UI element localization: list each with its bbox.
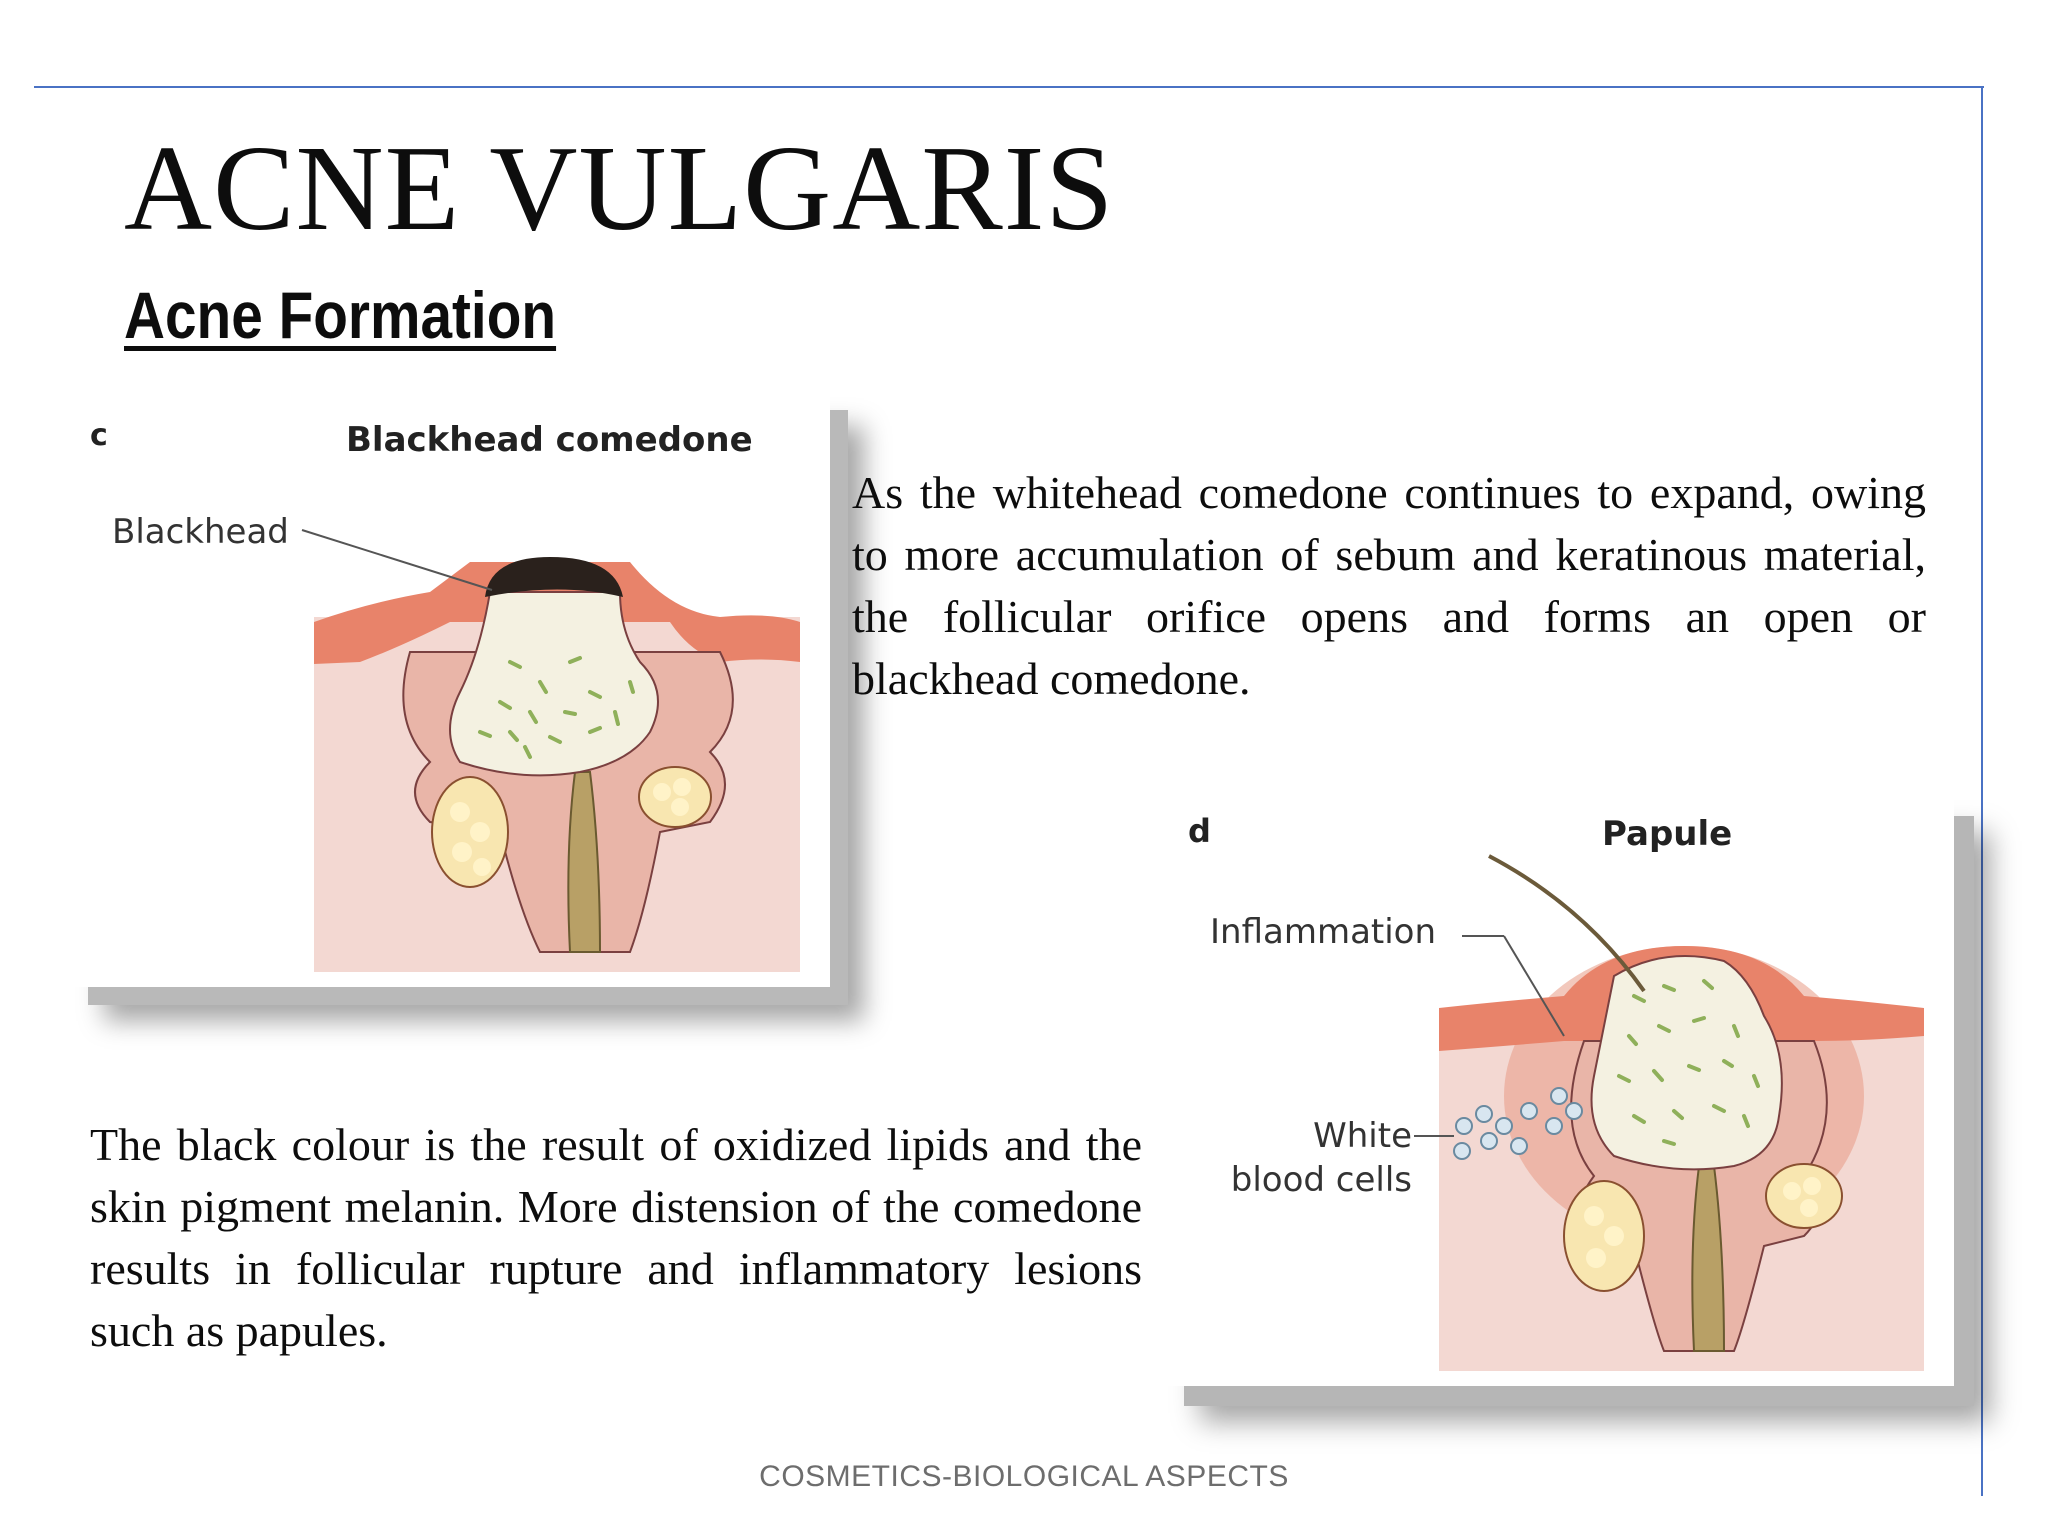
blackhead-description-paragraph: As the whitehead comedone continues to expand, owing to more accumulation of sebum and keratinous material, the follicular orifice opens and forms an open or blackhead comedone. [852,467,1926,704]
wbc-label-line-2: blood cells [1230,1160,1412,1200]
blackhead-comedone-heading: Blackhead comedone [346,420,753,460]
right-border-line [1981,86,1983,1496]
panel-letter-c: c [90,418,108,453]
sebaceous-gland-left [1564,1181,1644,1291]
papule-heading: Papule [1602,814,1733,854]
slide-footer: COSMETICS-BIOLOGICAL ASPECTS [759,1460,1289,1493]
sebaceous-gland-right [1766,1164,1842,1228]
papule-description-paragraph: The black colour is the result of oxidized lipids and the skin pigment melanin. More distension of the comedone results in follicular rupture and inflammatory lesions such as papules. [90,1119,1142,1356]
papule-illustration [1164,796,1954,1386]
blackhead-comedone-illustration [70,392,830,987]
inflammation-label: Inflammation [1210,912,1437,952]
slide-subtitle: Acne Formation [124,278,557,352]
blackhead-label: Blackhead [112,512,289,552]
blackhead-comedone-figure [70,392,830,987]
white-blood-cells-label [1212,1114,1412,1202]
blackhead-pointer-line [302,530,492,590]
sebaceous-gland-left [432,777,508,887]
top-border-line [34,86,1984,88]
wbc-label-line-1: White [1313,1116,1412,1156]
panel-letter-d: d [1188,812,1211,850]
papule-figure [1164,796,1954,1386]
slide-title: ACNE VULGARIS [124,121,1115,256]
sebaceous-gland-right [639,767,711,827]
